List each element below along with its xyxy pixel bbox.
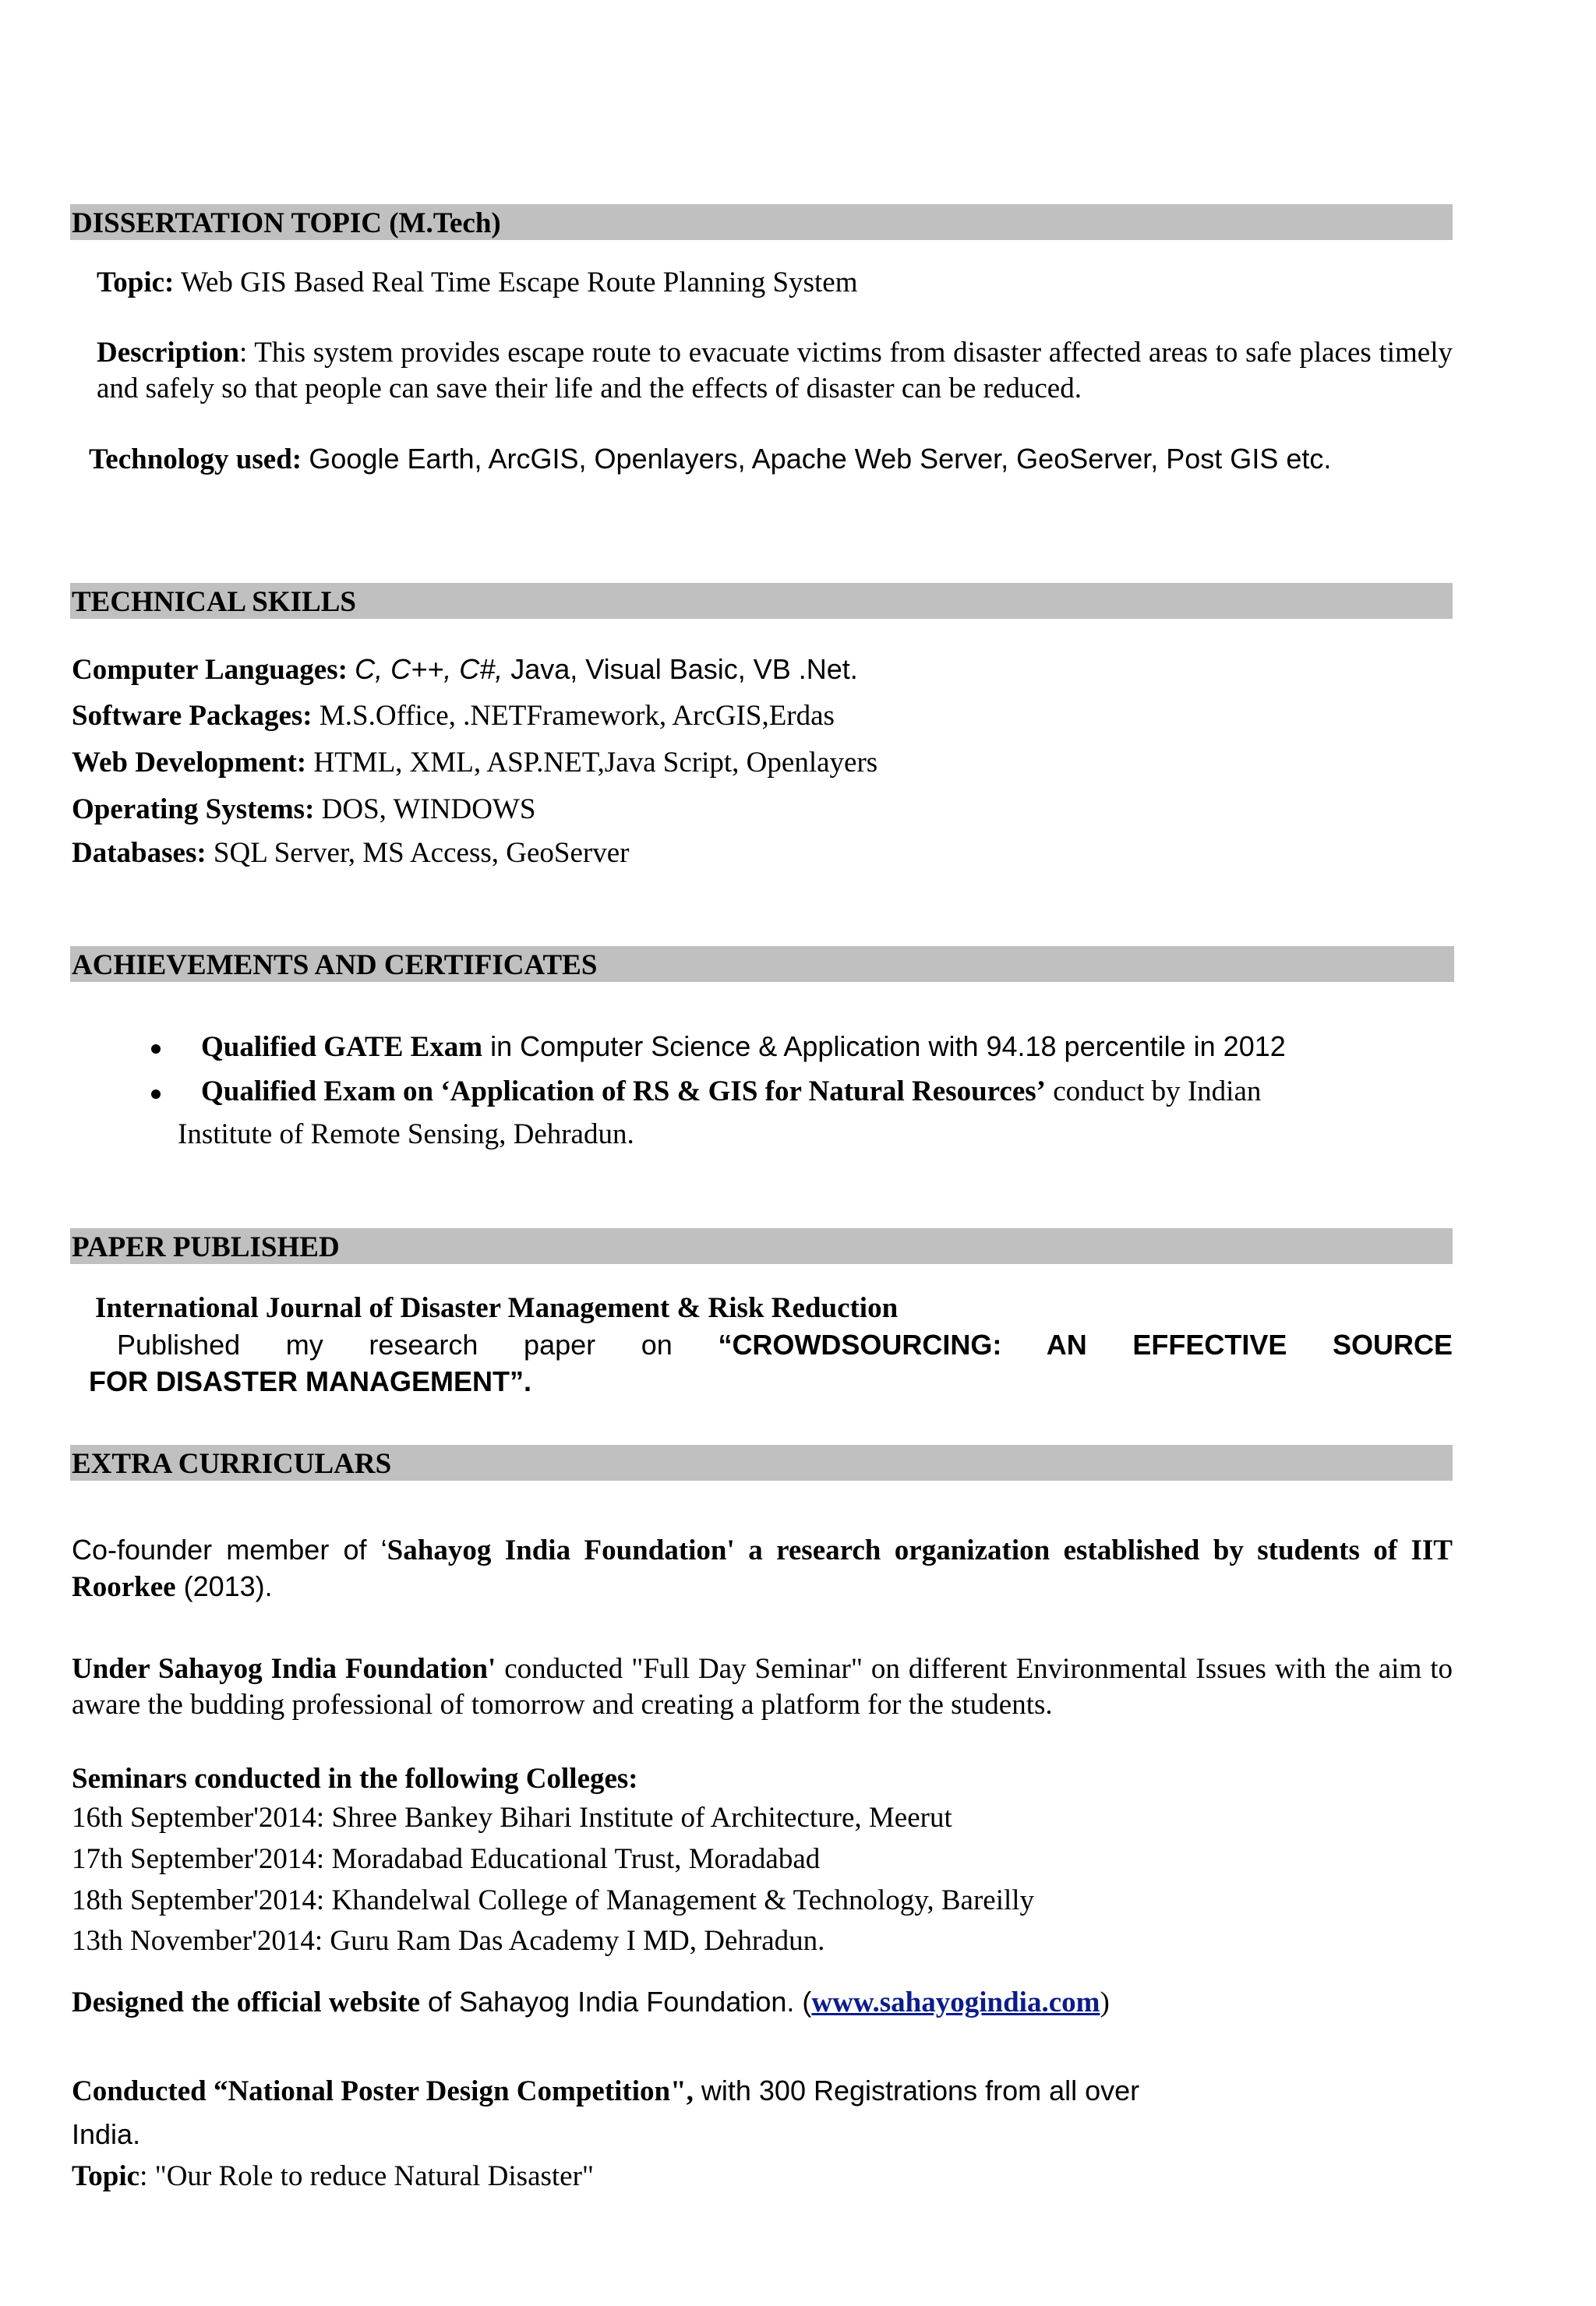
- paper-title-bold: “CROWDSOURCING: AN EFFECTIVE SOURCE: [718, 1329, 1453, 1361]
- under-paragraph: [72, 1651, 1453, 1723]
- poster-text: with 300 Registrations from all over: [693, 2075, 1140, 2106]
- under-text: conducted "Full Day Seminar" on different Environmental Issues with the aim to aware the budding professional of tomorrow and creating a platform for the students.: [72, 1653, 1453, 1721]
- topic-value: Web GIS Based Real Time Escape Route Planning System: [180, 267, 858, 298]
- website-close: ): [1100, 1986, 1110, 2018]
- technical-skills-heading: TECHNICAL SKILLS: [70, 583, 1453, 619]
- technology-label: Technology used:: [89, 443, 302, 475]
- skill-value: SQL Server, MS Access, GeoServer: [213, 837, 630, 869]
- paper-heading: PAPER PUBLISHED: [70, 1228, 1453, 1264]
- poster-topic-label: Topic: [72, 2160, 140, 2192]
- under-bold: Under Sahayog India Foundation': [72, 1653, 496, 1685]
- seminars-heading: Seminars conducted in the following Colleges:: [72, 1763, 638, 1795]
- skill-value: Java, Visual Basic, VB .Net.: [503, 653, 858, 685]
- dissertation-heading: DISSERTATION TOPIC (M.Tech): [70, 204, 1453, 240]
- poster-line-2: India.: [72, 2118, 141, 2150]
- poster-topic: [72, 2159, 594, 2195]
- poster-topic-text: : "Our Role to reduce Natural Disaster": [139, 2160, 595, 2192]
- paper-journal: International Journal of Disaster Management & Risk Reduction: [95, 1292, 899, 1324]
- achievement-bold: Qualified Exam on ‘Application of RS & GIS for Natural Resources’: [201, 1075, 1046, 1107]
- skill-label: Software Packages:: [72, 700, 312, 732]
- achievement-bold: Qualified GATE Exam: [201, 1031, 483, 1063]
- cofounder-bold: Sahayog India Foundation' a research organization established by students of IIT Roorkee: [72, 1534, 1453, 1603]
- skill-label: Operating Systems:: [72, 793, 315, 825]
- dissertation-technology: [89, 441, 1331, 478]
- achievement-text: conduct by Indian: [1045, 1075, 1262, 1107]
- dissertation-topic: [97, 265, 858, 301]
- website-link[interactable]: www.sahayogindia.com: [811, 1986, 1100, 2018]
- skill-row: [72, 835, 629, 871]
- achievements-heading: ACHIEVEMENTS AND CERTIFICATES: [70, 946, 1454, 982]
- seminar-item: 17th September'2014: Moradabad Educational Trust, Moradabad: [72, 1843, 821, 1875]
- paper-line-text: Published my research paper on: [117, 1329, 719, 1361]
- seminar-item: 16th September'2014: Shree Bankey Bihari Institute of Architecture, Meerut: [72, 1802, 952, 1834]
- poster-bold: Conducted “National Poster Design Competition",: [72, 2075, 694, 2107]
- skill-row: [72, 745, 877, 781]
- website-text: of Sahayog India Foundation. (: [420, 1986, 812, 2018]
- skill-row: [72, 698, 835, 734]
- skill-value: HTML, XML, ASP.NET,Java Script, Openlayers: [313, 747, 878, 779]
- skill-row: [72, 652, 858, 688]
- cofounder-text: Co-founder member of ‘: [72, 1534, 387, 1566]
- website-line: [72, 1984, 1110, 2021]
- bullet-icon: [151, 1089, 161, 1099]
- description-label: Description: [97, 337, 239, 369]
- technology-value: Google Earth, ArcGIS, Openlayers, Apache Web Server, GeoServer, Post GIS etc.: [309, 443, 1332, 475]
- paper-line-1: [89, 1327, 1453, 1363]
- skill-value-italic: C, C++, C#,: [355, 653, 503, 685]
- seminar-item: 18th September'2014: Khandelwal College of Management & Technology, Bareilly: [72, 1884, 1035, 1916]
- skill-label: Web Development:: [72, 747, 307, 779]
- skill-row: [72, 792, 535, 828]
- paper-line-2: FOR DISASTER MANAGEMENT”.: [89, 1365, 532, 1397]
- achievement-continuation: Institute of Remote Sensing, Dehradun.: [178, 1118, 634, 1150]
- bullet-icon: [151, 1044, 161, 1054]
- extra-heading: EXTRA CURRICULARS: [70, 1445, 1453, 1481]
- website-bold: Designed the official website: [72, 1986, 421, 2018]
- achievement-text: in Computer Science & Application with 94.18 percentile in 2012: [482, 1030, 1286, 1062]
- seminar-item: 13th November'2014: Guru Ram Das Academy I MD, Dehradun.: [72, 1925, 825, 1957]
- dissertation-description: [97, 335, 1453, 407]
- topic-label: Topic:: [97, 267, 175, 298]
- cofounder-year: (2013).: [175, 1570, 273, 1602]
- skill-label: Computer Languages:: [72, 654, 348, 686]
- cofounder-paragraph: [72, 1532, 1453, 1605]
- skill-label: Databases:: [72, 837, 207, 869]
- skill-value: DOS, WINDOWS: [321, 793, 536, 825]
- achievement-item: [201, 1074, 1261, 1110]
- skill-value: M.S.Office, .NETFramework, ArcGIS,Erdas: [319, 700, 835, 732]
- achievement-item: [201, 1029, 1286, 1065]
- description-text: : This system provides escape route to evacuate victims from disaster affected areas to safe places timely and safely so that people can save their life and the effects of disaster can be reduced.: [97, 337, 1453, 404]
- poster-line: [72, 2073, 1139, 2110]
